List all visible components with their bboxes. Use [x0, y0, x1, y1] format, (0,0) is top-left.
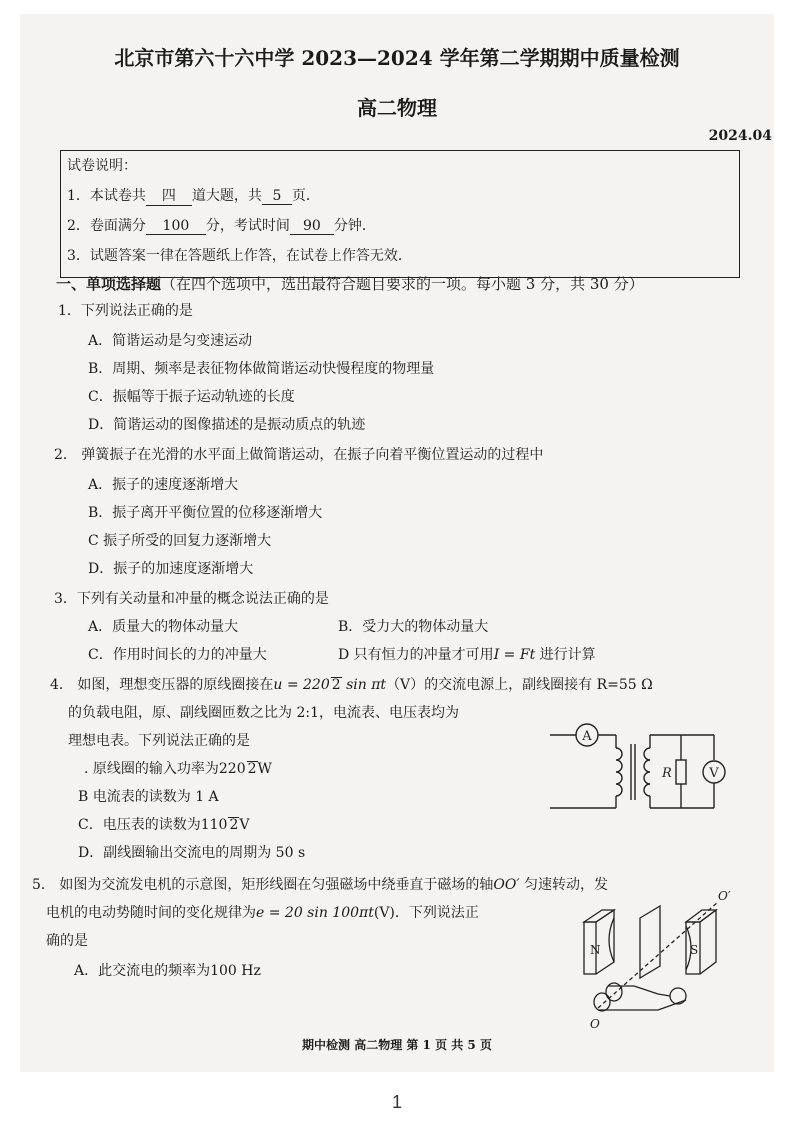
- instructions-heading: 试卷说明：: [67, 158, 137, 174]
- q5-option-a: A．此交流电的频率为100 Hz: [74, 963, 261, 979]
- q3-d-formula: I = Ft: [493, 647, 536, 663]
- q4-option-b: B 电流表的读数为 1 A: [78, 789, 219, 805]
- instructions-line-2: [67, 215, 376, 235]
- line1-blank-sections: 四: [146, 185, 192, 206]
- exam-subject: 高二物理: [357, 96, 437, 120]
- q4-c-post: V: [239, 817, 250, 833]
- q5-axis: OO′: [493, 877, 520, 893]
- q2-option-b: B．振子离开平衡位置的位移逐渐增大: [88, 505, 323, 521]
- q5-stem-line-2: [46, 902, 479, 922]
- q5-stem-line-3: 确的是: [46, 933, 88, 949]
- q4-stem-post: （V）的交流电源上，副线圈接有 R=55 Ω: [386, 677, 653, 693]
- section-1-instruction: （在四个选项中，选出最符合题目要求的一项。每小题 3 分，共 30 分）: [161, 275, 644, 293]
- axis-top-label: O′: [718, 889, 731, 903]
- q3-stem: 3．下列有关动量和冲量的概念说法正确的是: [54, 591, 329, 607]
- q1-option-b: B．周期、频率是表征物体做简谐运动快慢程度的物理量: [88, 361, 435, 377]
- line1-post: 页．: [291, 188, 320, 204]
- q3-d-text: D 只有恒力的冲量才可用: [338, 647, 494, 663]
- south-pole-label: S: [690, 943, 699, 957]
- exam-page: [20, 14, 774, 1072]
- q5-line2-post: (V)．下列说法正: [373, 905, 479, 921]
- q4-sqrt: 2: [331, 677, 341, 693]
- q4-stem: [50, 674, 653, 694]
- instructions-line-3: 3．试题答案一律在答题纸上作答，在试卷上作答无效．: [67, 248, 412, 264]
- north-pole-label: N: [590, 943, 601, 957]
- ammeter-label: A: [582, 729, 592, 744]
- q4-option-c: [78, 814, 249, 834]
- line1-blank-pages: 5: [262, 188, 292, 205]
- line2-blank-score: 100: [146, 218, 206, 235]
- q4-stem-pre: 4． 如图，理想变压器的原线圈接在: [50, 677, 274, 693]
- q3-option-a: A．质量大的物体动量大: [88, 619, 239, 635]
- q1-option-d: D．简谐运动的图像描述的是振动质点的轨迹: [88, 417, 366, 433]
- q4-sine-term: sin πt: [341, 677, 387, 693]
- q1-option-c: C．振幅等于振子运动轨迹的长度: [88, 389, 295, 405]
- q4-a-sqrt: 2: [247, 761, 257, 777]
- axis-bottom-label: O: [590, 1017, 600, 1031]
- line2-mid: 分，考试时间: [205, 218, 290, 234]
- q4-c-pre: C．电压表的读数为110: [78, 817, 228, 833]
- q2-option-c: C 振子所受的回复力逐渐增大: [88, 533, 272, 549]
- q3-option-d: [338, 644, 596, 664]
- line2-blank-time: 90: [290, 218, 334, 235]
- section-1-heading: 一、单项选择题: [56, 275, 162, 293]
- page-number: 1: [391, 1092, 402, 1112]
- q2-option-a: A．振子的速度逐渐增大: [88, 477, 239, 493]
- line2-pre: 2．卷面满分: [67, 218, 146, 234]
- q5-stem-post: 匀速转动，发: [519, 877, 608, 893]
- ac-generator-diagram: [568, 882, 752, 1032]
- q4-a-post: W: [257, 761, 272, 777]
- q4-c-sqrt: 2: [229, 817, 239, 833]
- q4-option-a: [84, 758, 272, 778]
- q1-stem: 1．下列说法正确的是: [58, 303, 193, 319]
- line1-pre: 1．本试卷共: [67, 188, 146, 204]
- instructions-line-1: [67, 185, 320, 206]
- q4-option-d: D．副线圈输出交流电的周期为 50 s: [78, 845, 306, 861]
- exam-date: 2024.04: [708, 128, 772, 144]
- q1-option-a: A．简谐运动是匀变速运动: [88, 333, 253, 349]
- transformer-circuit-diagram: [546, 714, 746, 820]
- q5-emf-formula: e = 20 sin 100πt: [256, 905, 374, 921]
- q4-a-pre: . 原线圈的输入功率为220: [84, 761, 246, 777]
- q3-option-c: C．作用时间长的力的冲量大: [88, 647, 267, 663]
- q4-stem-line-2: 的负载电阻，原、副线圈匝数之比为 2:1，电流表、电压表均为: [68, 705, 459, 721]
- resistor-label: R: [662, 766, 672, 781]
- q2-option-d: D．振子的加速度逐渐增大: [88, 561, 254, 577]
- voltmeter-label: V: [709, 766, 719, 781]
- line1-mid: 道大题，共: [191, 188, 262, 204]
- instructions-box: [60, 150, 740, 278]
- q4-stem-line-3: 理想电表。下列说法正确的是: [68, 733, 250, 749]
- q3-option-b: B．受力大的物体动量大: [338, 619, 489, 635]
- q3-d-post: 进行计算: [535, 647, 596, 663]
- page-footer: 期中检测 高二物理 第 1 页 共 5 页: [302, 1038, 492, 1052]
- q5-line2-pre: 电机的电动势随时间的变化规律为: [46, 905, 256, 921]
- q4-voltage-amplitude: u = 220: [273, 677, 330, 693]
- line2-post: 分钟．: [333, 218, 376, 234]
- q5-stem: [32, 874, 608, 894]
- section-1-header: [56, 273, 644, 294]
- exam-title: 北京市第六十六中学 2023—2024 学年第二学期期中质量检测: [114, 46, 680, 70]
- q5-stem-pre: 5． 如图为交流发电机的示意图，矩形线圈在匀强磁场中绕垂直于磁场的轴: [32, 877, 494, 893]
- q2-stem: 2． 弹簧振子在光滑的水平面上做简谐运动，在振子向着平衡位置运动的过程中: [54, 447, 544, 463]
